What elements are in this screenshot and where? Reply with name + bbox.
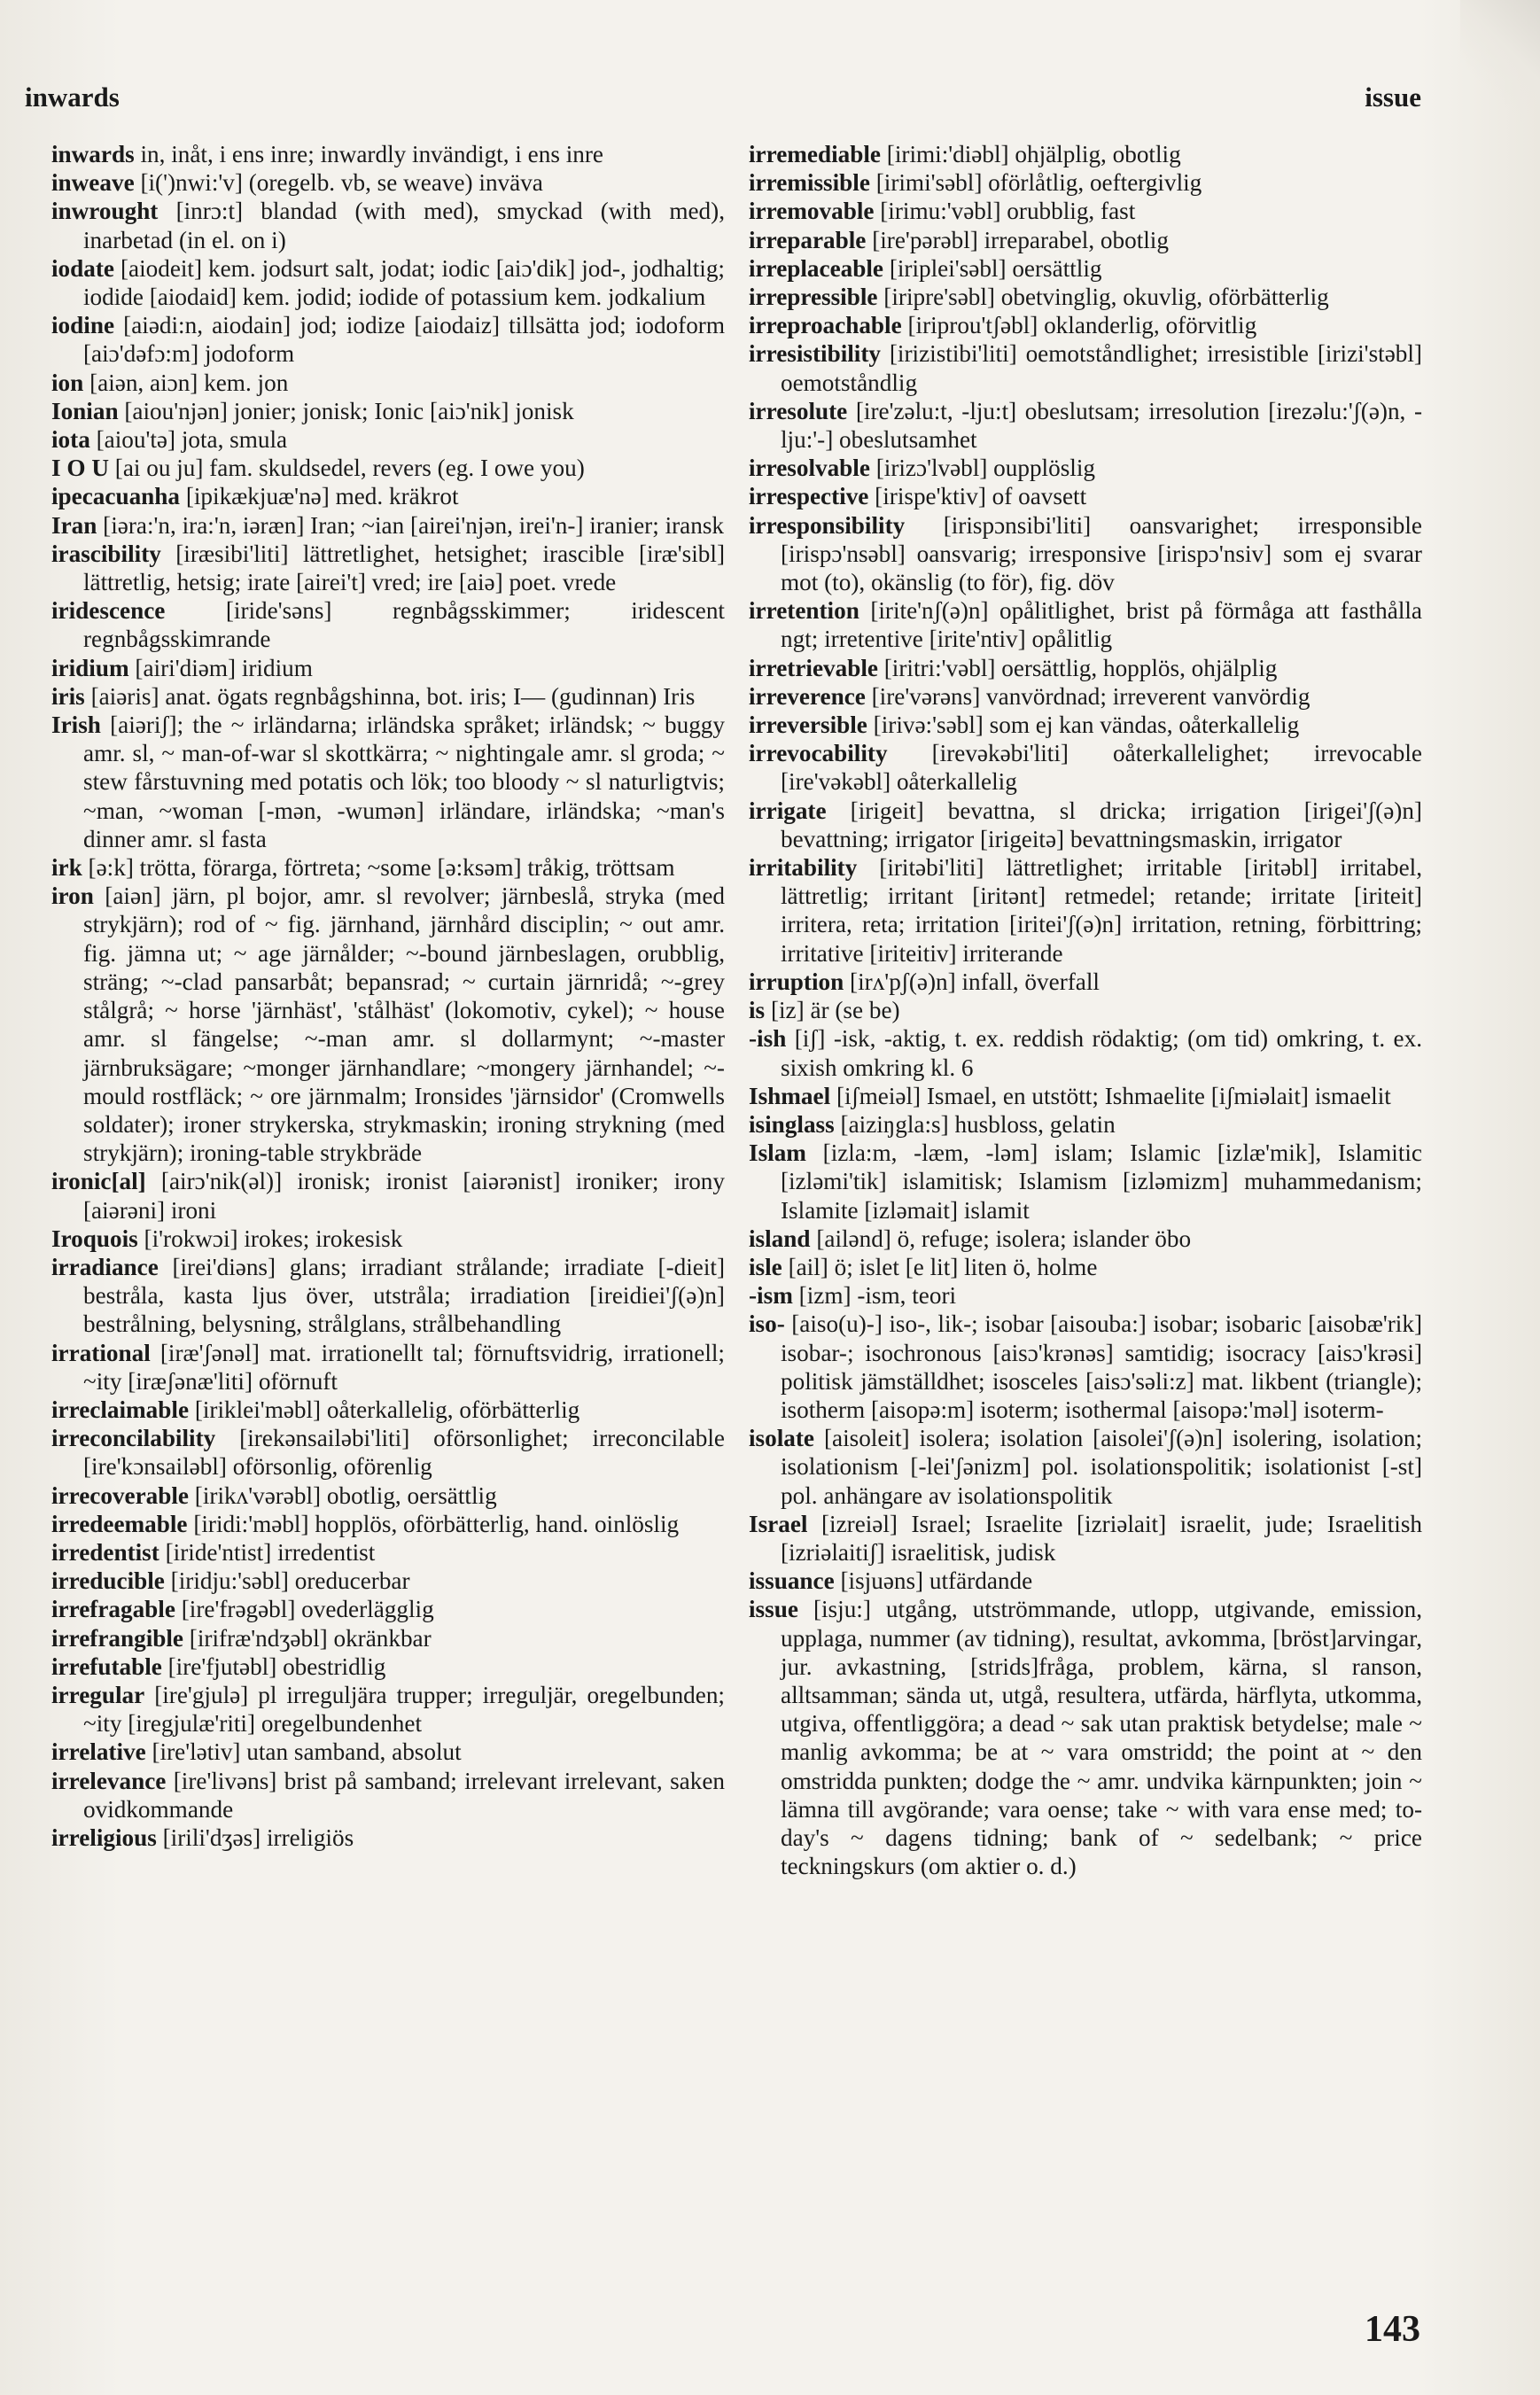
dictionary-entry [51,1481,725,1510]
entry-headword: Iroquois [51,1225,138,1252]
entry-headword: irredeemable [51,1510,188,1537]
entry-definition: [iz] är (se be) [765,997,900,1024]
entry-headword: Irish [51,712,101,739]
dictionary-entry [749,1595,1422,1880]
dictionary-entry [51,454,725,482]
entry-definition: [iʃmeiəl] Ismael, en utstött; Ishmaelite [iʃmiəlait] ismaelit [830,1082,1391,1109]
entry-headword: isinglass [749,1110,835,1138]
dictionary-entry [51,1624,725,1652]
entry-definition: [irei'diəns] glans; irradiant strålande; irradiate [-dieit] bestråla, kasta ljus över, utstråla; irradiation [ireidiei'ʃ(ə)n] bestrålning, belysning, strålglans, strålbehandling [83,1253,725,1338]
entry-headword: irremediable [749,141,881,167]
entry-headword: irreligious [51,1823,157,1851]
dictionary-entry [51,682,725,711]
dictionary-entry [749,1253,1422,1281]
dictionary-entry [51,1424,725,1481]
entry-headword: irrepressible [749,284,878,311]
entry-headword: irreverence [749,682,866,710]
entry-definition: [izm] -ism, teori [792,1282,957,1310]
entry-headword: irresolute [749,397,848,424]
entry-headword: irrefragable [51,1596,175,1623]
entry-headword: is [749,997,766,1024]
left-column [51,140,725,1852]
dictionary-entry [749,1510,1422,1567]
dictionary-entry [749,168,1422,197]
entry-definition: [iʃ] -isk, -aktig, t. ex. reddish rödaktig; (om tid) omkring, t. ex. sixish omkring kl. 6 [781,1025,1422,1081]
entry-headword: issuance [749,1567,835,1595]
entry-definition: in, inåt, i ens inre; inwardly invändigt, i ens inre [134,141,603,167]
dictionary-entry [749,197,1422,225]
entry-headword: irreclaimable [51,1396,190,1423]
entry-headword: issue [749,1596,798,1623]
dictionary-entry [749,311,1422,339]
dictionary-entry [51,1652,725,1681]
entry-definition: [isjuəns] utfärdande [834,1567,1033,1595]
dictionary-entry [749,1024,1422,1081]
dictionary-entry [749,1310,1422,1424]
entry-definition: [irikʌ'vərəbl] obotlig, oersättlig [189,1481,497,1509]
dictionary-entry [51,197,725,253]
entry-definition: [aiou'njən] jonier; jonisk; Ionic [aiɔ'nik] jonisk [118,397,574,424]
entry-definition: [aiədi:n, aiodain] jod; iodize [aiodaiz] tillsätta jod; iodoform [aiɔ'dəfɔ:m] jodoform [83,312,725,368]
entry-headword: irreversible [749,712,867,739]
entry-headword: Iran [51,511,97,539]
entry-headword: irredentist [51,1538,159,1566]
dictionary-entry [51,1823,725,1852]
entry-definition: [irʌ'pʃ(ə)n] infall, överfall [844,968,1100,995]
dictionary-entry [51,711,725,853]
dictionary-entry [749,853,1422,968]
entry-headword: irreducible [51,1567,165,1595]
entry-headword: Ishmael [749,1082,831,1109]
dictionary-entry [51,369,725,397]
entry-definition: [iridi:'məbl] hopplös, oförbätterlig, hand. oinlöslig [187,1510,680,1537]
entry-definition: [irimu:'vəbl] orubblig, fast [874,198,1136,225]
entry-headword: irremissible [749,169,870,197]
entry-headword: iodine [51,312,115,339]
dictionary-entry [749,454,1422,482]
entry-definition: [inrɔ:t] blandad (with med), smyckad (with med), inarbetad (in el. on i) [83,198,725,253]
dictionary-entry [51,540,725,596]
entry-definition: [ailənd] ö, refuge; isolera; islander öbo [810,1225,1192,1252]
entry-headword: isle [749,1253,782,1280]
dictionary-entry [51,482,725,510]
dictionary-entry [749,1567,1422,1595]
entry-definition: [ire'gjulə] pl irreguljära trupper; irreguljär, oregelbunden; ~ity [iregjulæ'riti] oregelbundenhet [83,1681,725,1738]
entry-definition: [ail] ö; islet [e lit] liten ö, holme [782,1253,1098,1280]
entry-definition: [irizɔ'lvəbl] oupplöslig [869,455,1095,482]
entry-definition: [iræ'ʃənəl] mat. irrationellt tal; förnuftsvidrig, irrationell; ~ity [iræʃənæ'liti] oförnuft [83,1339,725,1395]
entry-definition: [iride'səns] regnbågsskimmer; iridescent regnbågsskimrande [83,597,725,653]
dictionary-entry [749,397,1422,454]
entry-headword: irascibility [51,540,161,567]
dictionary-entry [749,682,1422,711]
entry-headword: iota [51,426,90,454]
entry-definition: [irivə:'səbl] som ej kan vändas, oåterkallelig [867,712,1300,739]
dictionary-entry [51,425,725,454]
entry-headword: irrespective [749,483,869,510]
entry-headword: irruption [749,968,844,995]
dictionary-entry [749,654,1422,682]
entry-definition: [ire'vərəns] vanvördnad; irreverent vanvördig [865,682,1311,710]
entry-definition: [iride'ntist] irredentist [159,1538,376,1566]
entry-headword: ironic[al] [51,1168,146,1195]
dictionary-entry [51,1225,725,1253]
dictionary-entry [51,397,725,425]
entry-definition: [iripre'səbl] obetvinglig, okuvlig, oförbätterlig [877,284,1329,311]
entry-definition: [airi'diəm] iridium [128,654,313,681]
entry-headword: irreplaceable [749,254,884,282]
dictionary-entry [51,254,725,311]
entry-definition: [aiəriʃ]; the ~ irländarna; irländska språket; irländsk; ~ buggy amr. sl, ~ man-of-war sl skottkärra; ~ nightingale amr. sl groda; ~ stew fårstuvning med potatis och lök; too bloody ~ sl naturligtvis; ~man, ~woman [-mən, -wumən] irländare, irländska; ~man's dinner amr. sl fasta [83,712,725,852]
entry-definition: [ire'fjutəbl] obestridlig [161,1652,386,1680]
dictionary-entry [749,226,1422,254]
entry-definition: [aiən, aiɔn] kem. jon [83,369,289,396]
entry-headword: iso- [749,1310,785,1338]
entry-headword: iodate [51,254,114,282]
entry-definition: [ai ou ju] fam. skuldsedel, revers (eg. I owe you) [108,455,585,482]
entry-definition: [irizistibi'liti] oemotståndlighet; irresistible [irizi'stəbl] oemotståndlig [781,340,1422,396]
dictionary-entry [51,853,725,882]
entry-definition: [ire'pərəbl] irreparabel, obotlig [866,226,1169,253]
entry-headword: irradiance [51,1253,159,1280]
entry-headword: irremovable [749,198,875,225]
entry-headword: Israel [749,1510,808,1537]
dictionary-entry [749,739,1422,796]
entry-definition: [iriplei'səbl] oersättlig [883,254,1102,282]
dictionary-entry [51,1339,725,1396]
entry-headword: -ish [749,1025,787,1053]
dictionary-entry [51,140,725,168]
dictionary-entry [51,882,725,1167]
entry-headword: irrational [51,1339,151,1366]
entry-definition: [izla:m, -læm, -ləm] islam; Islamic [izlæ'mik], Islamitic [izləmi'tik] islamitisk; Islamism [izləmizm] muhammedanism; Islamite [izləmait] islamit [781,1139,1422,1224]
guide-word-left: inwards [25,82,120,113]
dictionary-entry [749,254,1422,283]
entry-definition: [ire'livəns] brist på samband; irrelevant irrelevant, saken ovidkommande [83,1767,725,1823]
entry-definition: [izreiəl] Israel; Israelite [izriəlait] israelit, jude; Israelitish [izriəlaitiʃ] israelitisk, judisk [781,1510,1422,1566]
entry-definition: [irifræ'ndʒəbl] okränkbar [183,1624,432,1652]
entry-definition: [irispɔnsibi'liti] oansvarighet; irresponsible [irispɔ'nsəbl] oansvarig; irresponsive [irispɔ'nsiv] som ej svarar mot (to), okänslig (to för), fig. döv [781,511,1422,596]
entry-headword: irreparable [749,226,867,253]
dictionary-entry [749,1110,1422,1139]
dictionary-entry [51,1538,725,1567]
entry-definition: [aiəris] anat. ögats regnbågshinna, bot. iris; I— (gudinnan) Iris [84,682,696,710]
dictionary-entry [749,283,1422,311]
entry-definition: [i'rokwɔi] irokes; irokesisk [137,1225,403,1252]
entry-definition: [ə:k] trötta, förarga, förtreta; ~some [ə:ksəm] tråkig, tröttsam [82,854,675,882]
entry-headword: irresponsibility [749,511,906,539]
dictionary-entry [51,311,725,368]
entry-headword: irrelevance [51,1767,167,1794]
entry-definition: [iræsibi'liti] lättretlighet, hetsighet; irascible [iræ'sibl] lättretlig, hetsig; irate [airei't] vred; ire [aiə] poet. vrede [83,540,725,596]
entry-headword: irretention [749,597,859,625]
entry-definition: [irigeit] bevattna, sl dricka; irrigation [irigei'ʃ(ə)n] bevattning; irrigator [irigeitə] bevattningsmaskin, irrigator [781,797,1422,852]
entry-definition: [iridju:'səbl] oreducerbar [164,1567,410,1595]
entry-headword: island [749,1225,811,1252]
entry-headword: iris [51,682,85,710]
entry-headword: iridium [51,654,129,681]
page-corner-curl [1460,0,1540,124]
entry-definition: [aiən] järn, pl bojor, amr. sl revolver; järnbeslå, stryka (med strykjärn); rod of ~ fig. järnhand, järnhård disciplin; ~ out amr. fig. jämna ut; ~ age järnålder; ~-bound järnbeslagen, orubblig, sträng; ~-clad pansarbåt; bepansrad; ~ curtain järnridå; ~-grey stålgrå; ~ horse 'järnhäst', 'stålhäst' (lokomotiv, cykel); ~ house amr. sl fängelse; ~-man amr. sl dollarmynt; ~-master järnbruksägare; ~monger järnhandlare; ~mongery järnhandel; ~-mould rostfläck; ~ ore järnmalm; Ironsides 'järnsidor' (Cromwells soldater); ironer strykerska, strykmaskin; ironing strykning (med strykjärn); ironing-table strykbräde [83,883,725,1167]
entry-headword: irretrievable [749,654,878,681]
entry-definition: [ire'lətiv] utan samband, absolut [145,1738,462,1766]
dictionary-entry [51,1396,725,1424]
entry-headword: irregular [51,1681,145,1708]
entry-definition: [iriprou'tʃəbl] oklanderlig, oförvitlig [901,312,1257,339]
dictionary-entry [51,654,725,682]
entry-headword: irrigate [749,797,827,824]
entry-definition: [irili'dʒəs] irreligiös [156,1823,354,1851]
entry-headword: irresolvable [749,455,870,482]
entry-definition: [irekənsailəbi'liti] oförsonlighet; irreconcilable [ire'kɔnsailəbl] oförsonlig, oförenlig [83,1425,725,1481]
entry-definition: [iəra:'n, ira:'n, iəræn] Iran; ~ian [airei'njən, irei'n-] iranier; iransk [97,511,725,539]
entry-headword: Islam [749,1139,806,1167]
entry-definition: [ire'zəlu:t, -lju:t] obeslutsam; irresolution [irezəlu:'ʃ(ə)n, -lju:'-] obeslutsamhet [781,397,1422,454]
dictionary-entry [51,1738,725,1766]
dictionary-entry [749,1225,1422,1253]
entry-definition: [ipikækjuæ'nə] med. kräkrot [180,483,459,510]
entry-definition: [irimi:'diəbl] ohjälplig, obotlig [881,141,1181,167]
entry-definition: [isju:] utgång, utströmmande, utlopp, utgivande, emission, upplaga, nummer (av tidning), resultat, avkomma, [bröst]arvingar, jur. avkastning, [strids]fråga, problem, kärna, sl ranson, alltsamman; sända ut, utgå, resultera, utfärda, härflyta, utkomma, utgiva, offentliggöra; a dead ~ sak utan praktisk betydelse; male ~ manlig avkomma; be at ~ vara omstridd; the point at ~ den omstridda punkten; dodge the ~ amr. undvika kärnpunkten; join ~ lämna till avgörande; vara oense; take ~ with vara ense med; to-day's ~ dagens tidning; bank of ~ sedelbank; ~ price teckningskurs (om aktier o. d.) [781,1596,1422,1880]
entry-headword: Ionian [51,397,119,424]
entry-headword: irritability [749,854,858,882]
dictionary-entry [749,596,1422,653]
dictionary-entry [51,168,725,197]
dictionary-entry [51,1767,725,1823]
dictionary-entry [51,1510,725,1538]
right-column [749,140,1422,1880]
dictionary-entry [51,1567,725,1595]
entry-headword: irrelative [51,1738,146,1766]
entry-headword: -ism [749,1282,793,1310]
dictionary-entry [51,511,725,540]
dictionary-entry [749,1082,1422,1110]
dictionary-entry [749,1139,1422,1225]
dictionary-entry [51,596,725,653]
entry-definition: [aiodeit] kem. jodsurt salt, jodat; iodic [aiɔ'dik] jod-, jodhaltig; iodide [aiodaid] kem. jodid; iodide of potassium kem. jodkalium [83,254,725,311]
entry-headword: inwrought [51,198,159,225]
dictionary-entry [51,1167,725,1224]
entry-headword: irrefrangible [51,1624,183,1652]
entry-headword: irreconcilability [51,1425,216,1452]
dictionary-entry [749,1424,1422,1510]
entry-headword: irrevocability [749,740,888,767]
entry-headword: irrecoverable [51,1481,189,1509]
entry-definition: [irimi'səbl] oförlåtlig, oeftergivlig [869,169,1202,197]
entry-headword: irresistibility [749,340,882,368]
dictionary-entry [51,1253,725,1339]
entry-definition: [ire'frəgəbl] ovederlägglig [175,1596,434,1623]
entry-definition: [iriklei'məbl] oåterkallelig, oförbätterlig [189,1396,580,1423]
dictionary-entry [749,711,1422,739]
dictionary-entry [749,1281,1422,1310]
entry-definition: [i(')nwi:'v] (oregelb. vb, se weave) inväva [134,169,543,197]
dictionary-entry [749,339,1422,396]
entry-definition: [iritri:'vəbl] oersättlig, hopplös, ohjälplig [877,654,1278,681]
dictionary-entry [749,511,1422,597]
entry-definition: [iritəbi'liti] lättretlighet; irritable [iritəbl] irritabel, lättretlig; irritant [iritənt] retmedel; retande; irritate [iriteit] irritera, reta; irritation [iritei'ʃ(ə)n] irritation, retning, förbittring; irritative [iriteitiv] irriterande [781,854,1422,967]
entry-definition: [aiou'tə] jota, smula [89,426,288,454]
dictionary-entry [749,140,1422,168]
dictionary-entry [749,797,1422,853]
entry-definition: [irevəkəbi'liti] oåterkallelighet; irrevocable [ire'vəkəbl] oåterkallelig [781,740,1422,796]
entry-definition: [aisoleit] isolera; isolation [aisolei'ʃ(ə)n] isolering, isolation; isolationism [-lei'ʃənizm] pol. isolationspolitik; isolationist [-st] pol. anhängare av isolationspolitik [781,1425,1422,1509]
entry-headword: irrefutable [51,1652,162,1680]
entry-definition: [aiso(u)-] iso-, lik-; isobar [aisouba:] isobar; isobaric [aisobæ'rik] isobar-; isochronous [aisɔ'krənəs] samtidig; isocracy [aisɔ'krəsi] politisk jämställdhet; isosceles [aisɔ'səli:z] mat. likbent (triangle); isotherm [aisopə:m] isoterm; isothermal [aisopə:'məl] isoterm- [781,1310,1422,1423]
entry-definition: [aiziŋgla:s] husbloss, gelatin [834,1110,1116,1138]
entry-headword: ion [51,369,84,396]
page-number: 143 [1365,2309,1420,2350]
entry-headword: inweave [51,169,135,197]
entry-headword: isolate [749,1425,814,1452]
entry-headword: ipecacuanha [51,483,181,510]
entry-definition: [airɔ'nik(əl)] ironisk; ironist [aiərənist] ironiker; irony [aiərəni] ironi [83,1168,725,1224]
dictionary-entry [51,1681,725,1738]
entry-headword: irk [51,854,82,882]
entry-headword: I O U [51,455,109,482]
entry-headword: iron [51,883,94,910]
entry-headword: inwards [51,141,135,167]
dictionary-entry [51,1595,725,1623]
entry-headword: iridescence [51,597,166,625]
dictionary-entry [749,482,1422,510]
dictionary-entry [749,968,1422,996]
guide-word-right: issue [1365,82,1421,113]
dictionary-entry [749,996,1422,1024]
entry-headword: irreproachable [749,312,902,339]
entry-definition: [irite'nʃ(ə)n] opålitlighet, brist på förmåga att fasthålla ngt; irretentive [irite'ntiv] opålitlig [781,597,1422,653]
entry-definition: [irispe'ktiv] of oavsett [868,483,1087,510]
